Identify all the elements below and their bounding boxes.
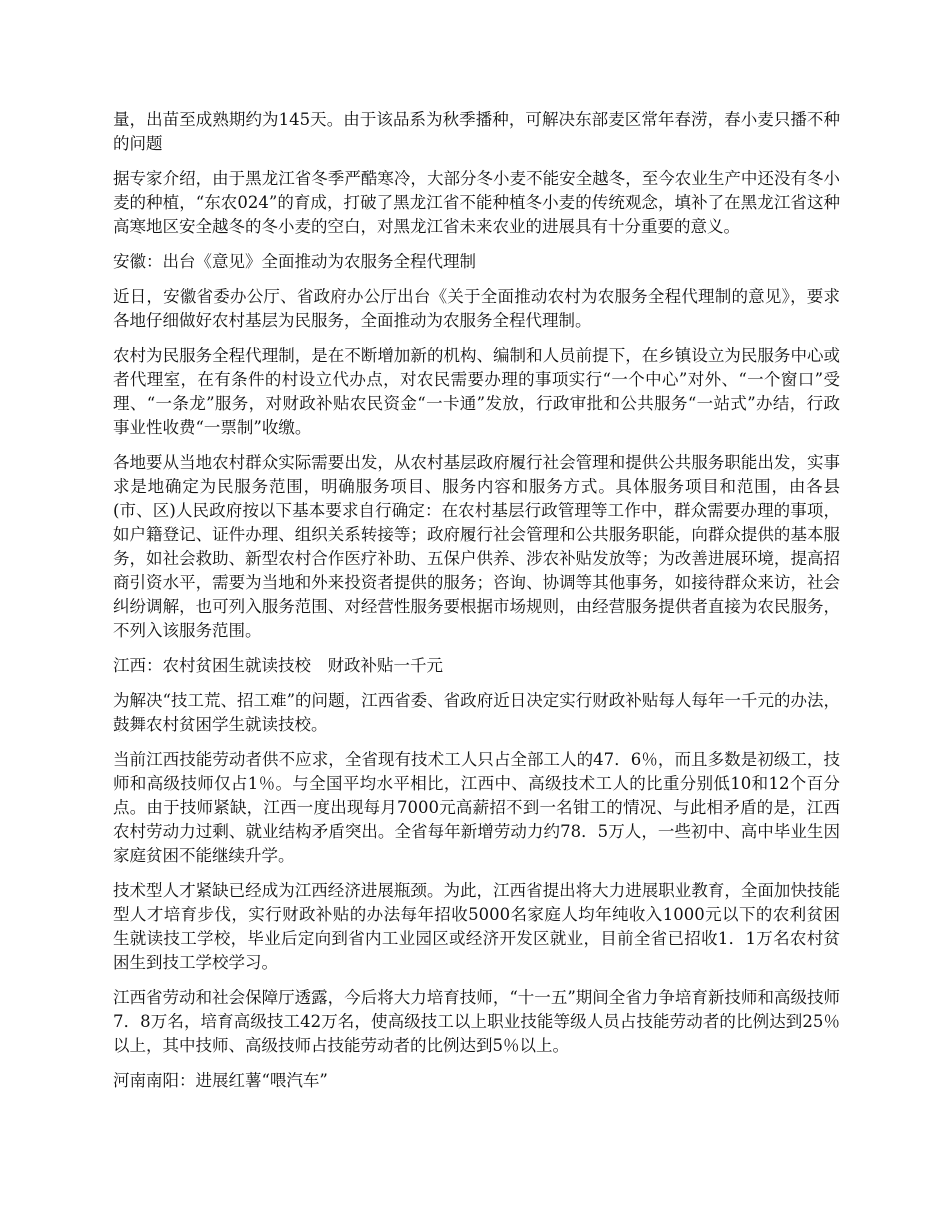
section-heading-henan-nanyang: 河南南阳：进展红薯“喂汽车” <box>113 1071 328 1090</box>
paragraph-anhui-agency-system: 农村为民服务全程代理制，是在不断增加新的机构、编制和人员前提下，在乡镇设立为民服务中心或者代理室，在有条件的村设立代办点，对农民需要办理的事项实行“一个中心”对外、“一个窗口”受理、“一条龙”服务，对财政补贴农民资金“一卡通”发放，行政审批和公共服务“一站式”办结，行政事业性收费“一票制”收缴。 <box>113 346 840 437</box>
document-page <box>113 108 840 1104</box>
section-heading-anhui: 安徽：出台《意见》全面推动为农服务全程代理制 <box>113 252 476 271</box>
paragraph-jiangxi-subsidy: 为解决“技工荒、招工难”的问题，江西省委、省政府近日决定实行财政补贴每人每年一千元的办法，鼓舞农村贫困学生就读技校。 <box>113 691 840 734</box>
paragraph-jiangxi-labor-shortage: 当前江西技能劳动者供不应求，全省现有技术工人只占全部工人的47．6％，而且多数是初级工，技师和高级技师仅占1％。与全国平均水平相比，江西中、高级技术工人的比重分别低10和12个百分点。由于技师紧缺，江西一度出现每月7000元高薪招不到一名钳工的情况、与此相矛盾的是，江西农村劳动力过剩、就业结构矛盾突出。全省每年新增劳动力约78．5万人，一些初中、高中毕业生因家庭贫困不能继续升学。 <box>113 750 840 865</box>
paragraph-expert-intro: 据专家介绍，由于黑龙江省冬季严酷寒冷，大部分冬小麦不能安全越冬，至今农业生产中还没有冬小麦的种植，“东农024”的育成，打破了黑龙江省不能种植冬小麦的传统观念，填补了在黑龙江省这种高寒地区安全越冬的冬小麦的空白，对黑龙江省未来农业的进展具有十分重要的意义。 <box>113 169 840 236</box>
section-heading-jiangxi: 江西：农村贫困生就读技校 财政补贴一千元 <box>113 656 443 675</box>
paragraph-jiangxi-technician-plan: 江西省劳动和社会保障厅透露，今后将大力培育技师，“十一五”期间全省力争培育新技师和高级技师7．8万名，培育高级技工42万名，使高级技工以上职业技能等级人员占技能劳动者的比例达到25％以上，其中技师、高级技师占技能劳动者的比例达到5％以上。 <box>113 988 840 1055</box>
paragraph-wheat-growth: 量，出苗至成熟期约为145天。由于该品系为秋季播种，可解决东部麦区常年春涝，春小麦只播不种的问题 <box>113 110 840 153</box>
paragraph-anhui-opinion: 近日，安徽省委办公厅、省政府办公厅出台《关于全面推动农村为农服务全程代理制的意见》，要求各地仔细做好农村基层为民服务，全面推动为农服务全程代理制。 <box>113 287 840 330</box>
paragraph-anhui-service-scope: 各地要从当地农村群众实际需要出发，从农村基层政府履行社会管理和提供公共服务职能出发，实事求是地确定为民服务范围，明确服务项目、服务内容和服务方式。具体服务项目和范围，由各县(市、区)人民政府按以下基本要求自行确定：在农村基层行政管理等工作中，群众需要办理的事项，如户籍登记、证件办理、组织关系转接等；政府履行社会管理和公共服务职能，向群众提供的基本服务，如社会救助、新型农村合作医疗补助、五保户供养、涉农补贴发放等；为改善进展环境，提高招商引资水平，需要为当地和外来投资者提供的服务；咨询、协调等其他事务，如接待群众来访，社会纠纷调解，也可列入服务范围、对经营性服务要根据市场规则，由经营服务提供者直接为农民服务，不列入该服务范围。 <box>113 453 840 640</box>
paragraph-jiangxi-bottleneck: 技术型人才紧缺已经成为江西经济进展瓶颈。为此，江西省提出将大力进展职业教育，全面加快技能型人才培育步伐，实行财政补贴的办法每年招收5000名家庭人均年纯收入1000元以下的农利贫困生就读技工学校，毕业后定向到省内工业园区或经济开发区就业，目前全省已招收1．1万名农村贫困生到技工学校学习。 <box>113 881 840 972</box>
